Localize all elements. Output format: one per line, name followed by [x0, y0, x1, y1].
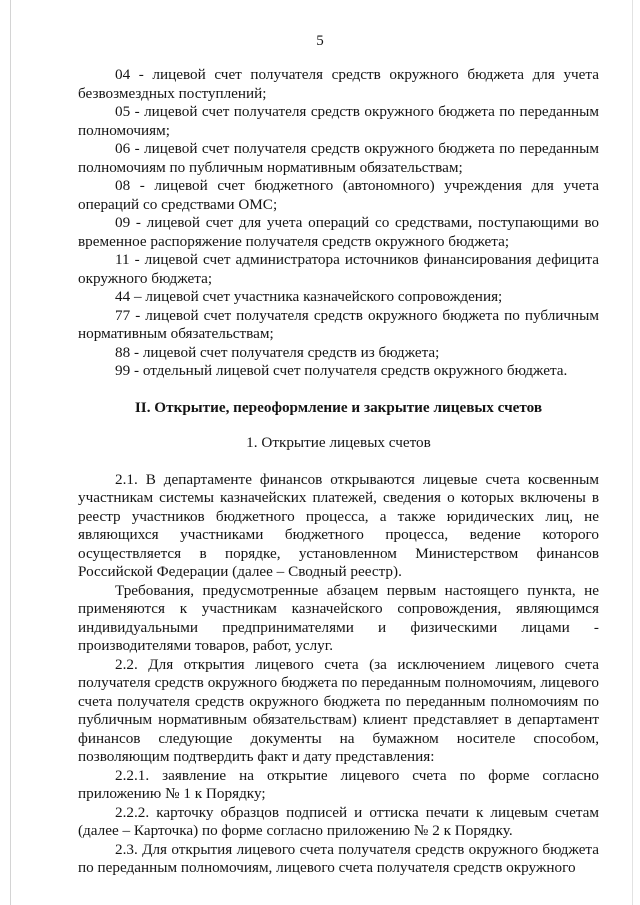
- document-body: [78, 66, 599, 878]
- paragraph-2-2: 2.2. Для открытия лицевого счета (за исключением лицевого счета получателя средств окружного бюджета по переданным полномочиям, лицевого счета получателя средств окружного бюджета по переданным полномочиям по публичным нормативным обязательствам) клиент представляет в департамент финансов следующие документы на бумажном носителе способом, позволяющим подтвердить факт и дату представления:: [78, 655, 599, 765]
- code-item-99: 99 - отдельный лицевой счет получателя средств окружного бюджета.: [115, 362, 568, 379]
- page-number: 5: [316, 33, 324, 49]
- scan-edge-right: [632, 0, 633, 905]
- code-item-08: 08 - лицевой счет бюджетного (автономного) учреждения для учета операций со средствами ОМС;: [78, 177, 599, 213]
- code-item-04: 04 - лицевой счет получателя средств окружного бюджета для учета безвозмездных поступлений;: [78, 66, 599, 102]
- code-item-11: 11 - лицевой счет администратора источников финансирования дефицита окружного бюджета;: [78, 251, 599, 287]
- paragraph-2-3: 2.3. Для открытия лицевого счета получателя средств окружного бюджета по переданным полномочиям, лицевого счета получателя средств окружного: [78, 840, 599, 876]
- code-item-88: 88 - лицевой счет получателя средств из бюджета;: [115, 343, 440, 361]
- code-item-05: 05 - лицевой счет получателя средств окружного бюджета по переданным полномочиям;: [78, 103, 599, 139]
- paragraph-2-2-2: 2.2.2. карточку образцов подписей и оттиска печати к лицевым счетам (далее – Карточка) по форме согласно приложению № 2 к Порядку.: [78, 803, 599, 839]
- paragraph-2-2-1: 2.2.1. заявление на открытие лицевого счета по форме согласно приложению № 1 к Порядку;: [78, 766, 599, 802]
- scan-edge-left: [10, 0, 11, 905]
- subsection-title: 1. Открытие лицевых счетов: [246, 434, 431, 451]
- code-item-77: 77 - лицевой счет получателя средств окружного бюджета по публичным нормативным обязательствам;: [78, 306, 599, 342]
- code-item-06: 06 - лицевой счет получателя средств окружного бюджета по переданным полномочиям по публичным нормативным обязательствам;: [78, 140, 599, 176]
- code-item-44: 44 – лицевой счет участника казначейского сопровождения;: [115, 288, 503, 305]
- paragraph-requirements: Требования, предусмотренные абзацем первым настоящего пункта, не применяются к участникам казначейского сопровождения, являющимся индивидуальными предпринимателями и физическими лицами - производителями товаров, работ, услуг.: [78, 581, 599, 654]
- section-title: II. Открытие, переоформление и закрытие лицевых счетов: [134, 398, 543, 416]
- paragraph-2-1: 2.1. В департаменте финансов открываются лицевые счета косвенным участникам системы казначейских платежей, сведения о которых включены в реестр участников бюджетного процесса, а также юридических лиц, не являющихся участниками бюджетного процесса, ведение которого осуществляется в порядке, установленном Министерством финансов Российской Федерации (далее – Сводный реестр).: [78, 470, 599, 580]
- code-item-09: 09 - лицевой счет для учета операций со средствами, поступающими во временное распоряжение получателя средств окружного бюджета;: [78, 214, 599, 250]
